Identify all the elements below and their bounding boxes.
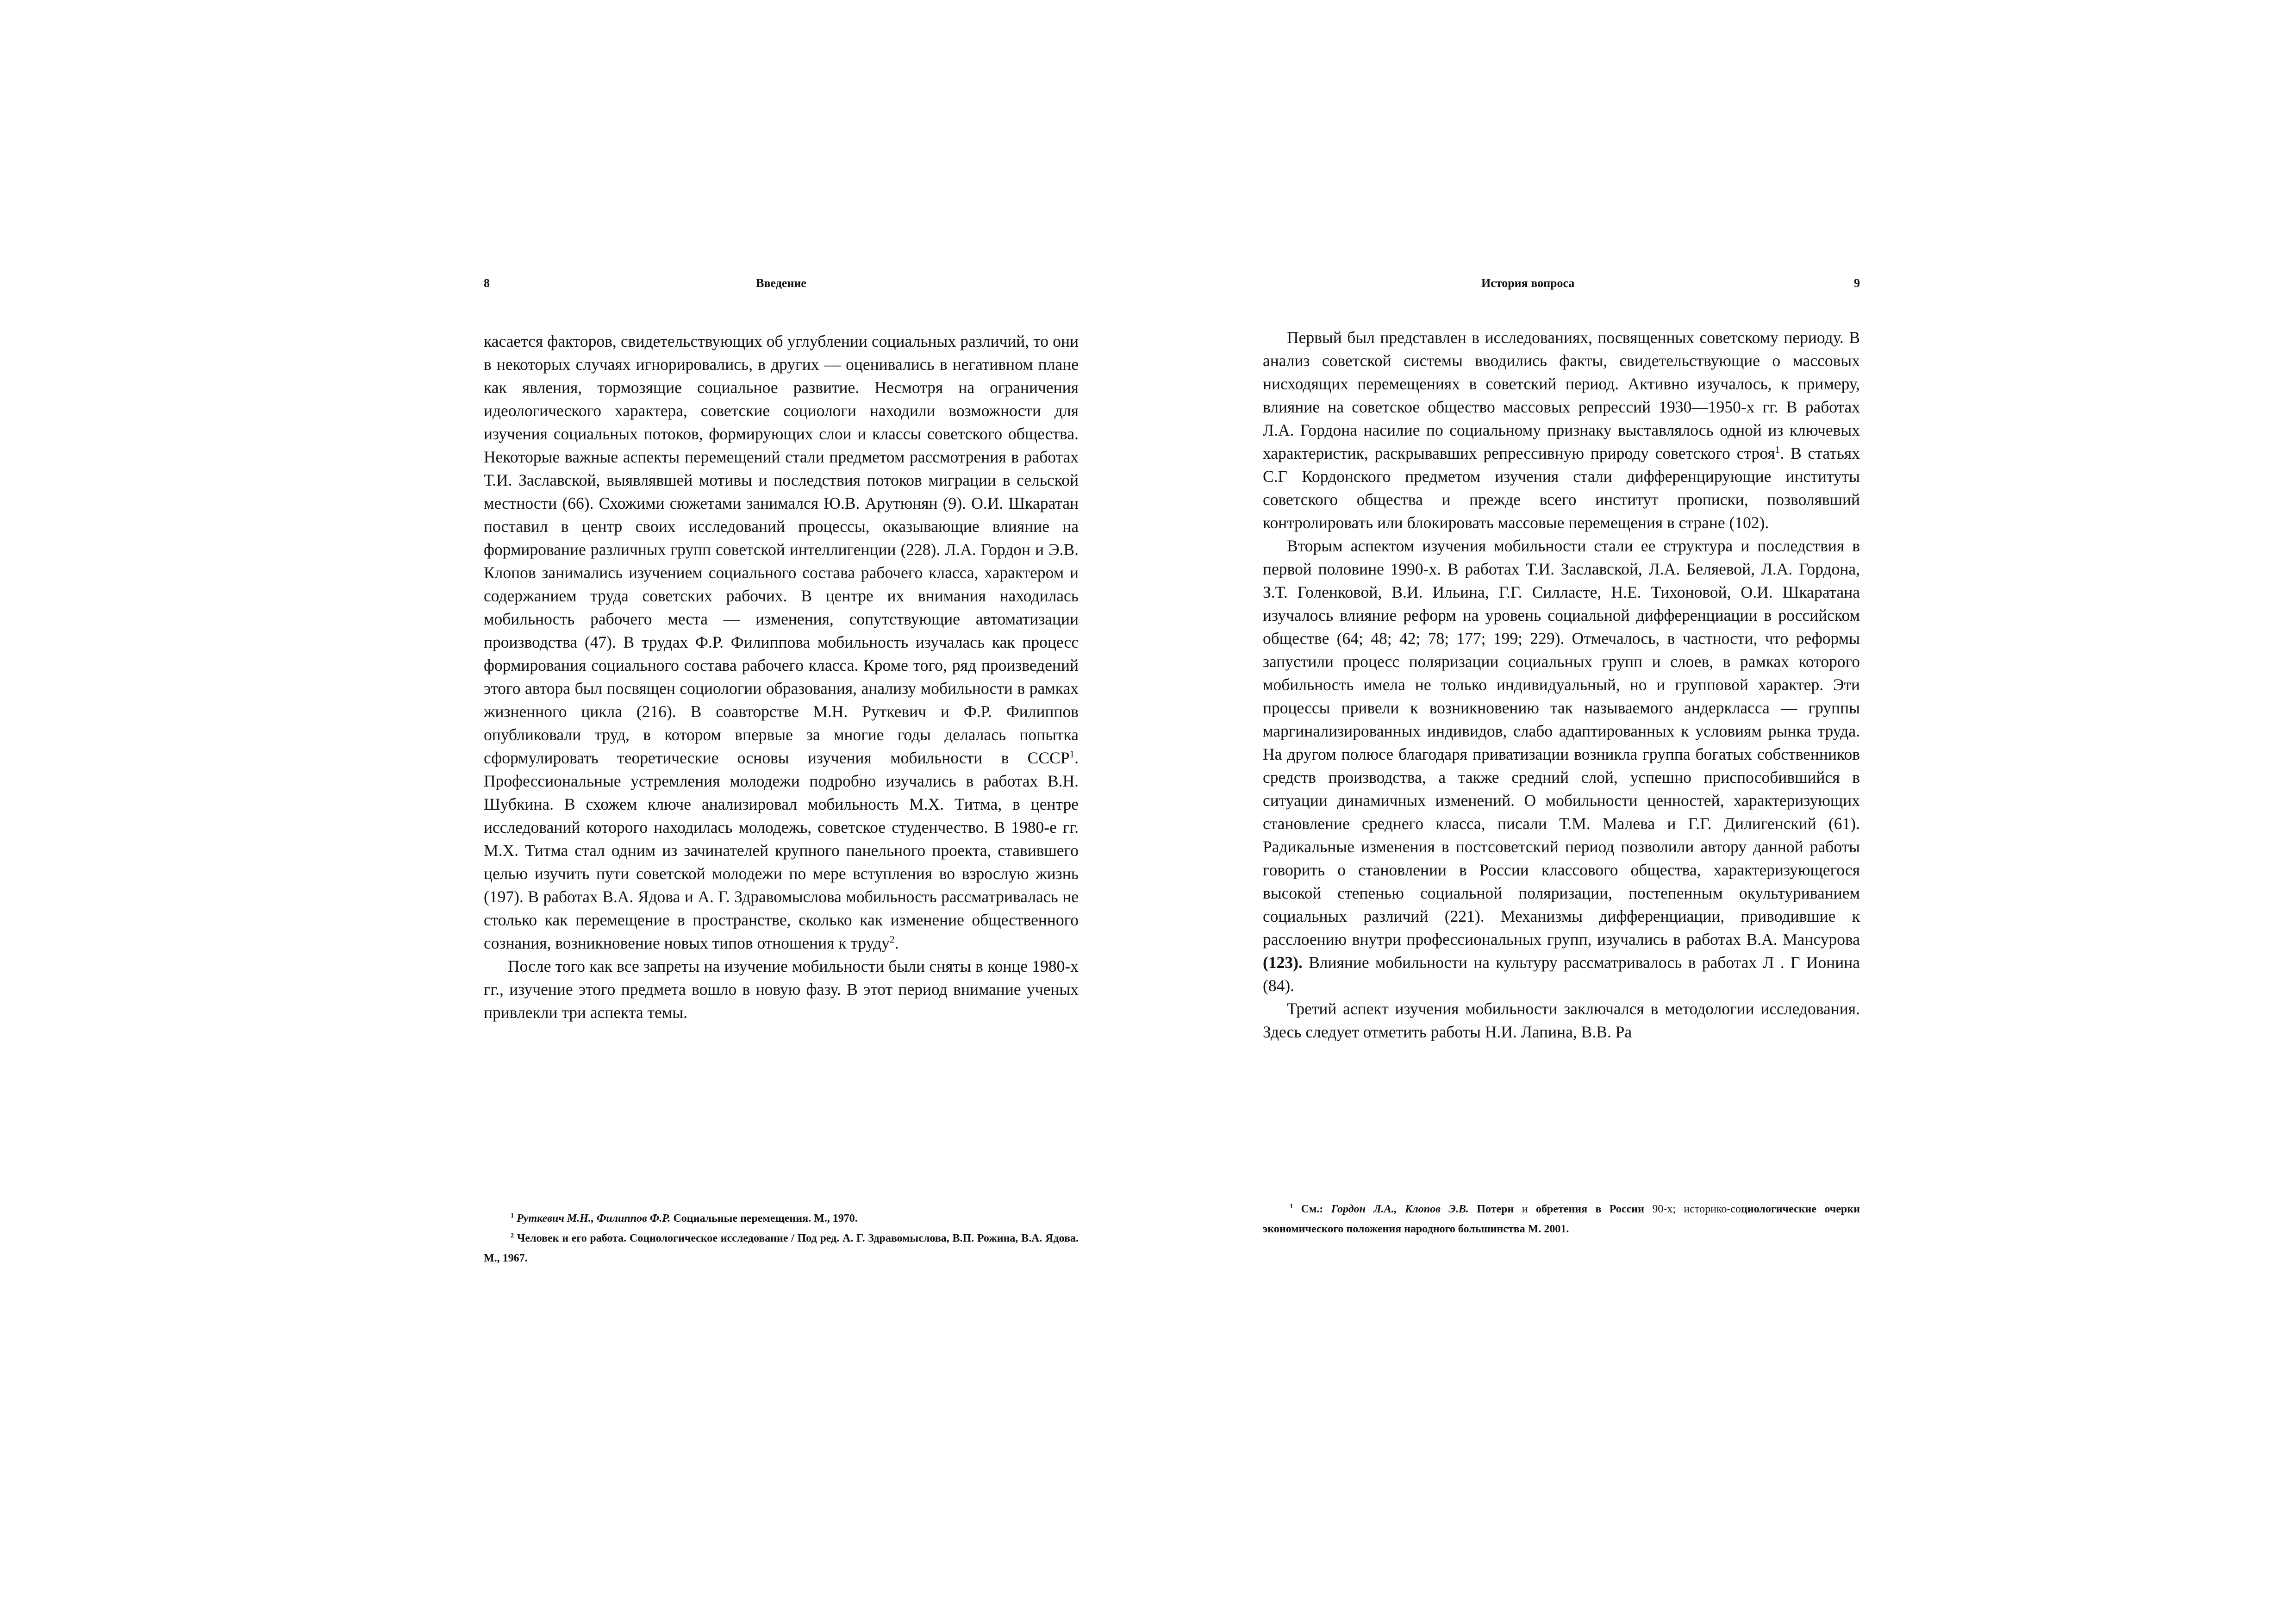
- right-paragraph-3: Третий аспект изучения мобильности заключался в методологии исследования. Здесь следует отметить работы Н.И. Лапина, В.В. Ра: [1263, 999, 1860, 1041]
- left-page-number: 8: [484, 276, 490, 290]
- right-running-head: История вопроса: [1481, 276, 1575, 290]
- right-footnotes: [1263, 1199, 1860, 1239]
- footnote-1: $^1$ Руткевич М.Н., Филиппов Ф.Р. Социальные перемещения. М., 1970.: [511, 1212, 858, 1224]
- left-running-head: Введение: [756, 276, 806, 290]
- footnote-2: $^2$ Человек и его работа. Социологическое исследование / Под ред. А. Г. Здравомыслова, В.П. Рожина, В.А. Ядова. М., 1967.: [484, 1232, 1079, 1264]
- footnote-ref-2: 2: [889, 934, 895, 945]
- footnote-ref-1: 1: [1069, 749, 1075, 760]
- right-page-header: [1263, 276, 1860, 295]
- left-page-body: [484, 330, 1079, 1024]
- right-paragraph-2: Вторым аспектом изучения мобильности стали ее структура и последствия в первой половине 1990-х. В работах Т.И. Заславской, Л.А. Беляевой, Л.А. Гордона, З.Т. Голенковой, В.И. Ильина, Г.Г. Силласте, Н.Е. Тихоновой, О.И. Шкаратана изучалось влияние реформ на уровень социальной дифференциации в российском обществе (64; 48; 42; 78; 177; 199; 229). Отмечалось, в частности, что реформы запустили процесс поляризации социальных групп и слоев, в рамках которого мобильность имела не только индивидуальный, но и групповой характер. Эти процессы привели к возникновению так называемого андеркласса — группы маргинализированных индивидов, слабо адаптированных к условиям рынка труда. На другом полюсе благодаря приватизации возникла группа богатых собственников средств производства, а также средний слой, успешно приспособившийся в ситуации динамичных изменений. О мобильности ценностей, характеризующих становление среднего класса, писали Т.М. Малева и Г.Г. Дилигенский (61). Радикальные изменения в постсоветский период позволили автору данной работы говорить о становлении в России классового общества, характеризующегося высокой степенью социальной поляризации, постепенным окультуриванием социальных различий (221). Механизмы дифференциации, приводившие к расслоению внутри профессиональных групп, изучались в работах В.А. Мансурова (123). Влияние мобильности на культуру рассматривалось в работах Л . Г Ионина (84).: [1263, 537, 1860, 995]
- right-page-number: 9: [1854, 276, 1860, 290]
- left-paragraph-1: касается факторов, свидетельствующих об углублении социальных различий, то они в некоторых случаях игнорировались, в других — оценивались в негативном плане как явления, тормозящие социальное развитие. Несмотря на ограничения идеологического характера, советские социологи находили возможности для изучения социальных потоков, формирующих слои и классы советского общества. Некоторые важные аспекты перемещений стали предметом рассмотрения в работах Т.И. Заславской, выявлявшей мотивы и последствия потоков миграции в сельской местности (66). Схожими сюжетами занимался Ю.В. Арутюнян (9). О.И. Шкаратан поставил в центр своих исследований процессы, оказывающие влияние на формирование различных групп советской интеллигенции (228). Л.А. Гордон и Э.В. Клопов занимались изучением социального состава рабочего класса, характером и содержанием труда советских рабочих. В центре их внимания находилась мобильность рабочего места — изменения, сопутствующие автоматизации производства (47). В трудах Ф.Р. Филиппова мобильность изучалась как процесс формирования социального состава рабочего класса. Кроме того, ряд произведений этого автора был посвящен социологии образования, анализу мобильности в рамках жизненного цикла (216). В соавторстве М.Н. Руткевич и Ф.Р. Филиппов опубликовали труд, в котором впервые за многие годы делалась попытка сформулировать теоретические основы изучения мобильности в СССР$^1$. Профессиональные устремления молодежи подробно изучались в работах В.Н. Шубкина. В схожем ключе анализировал мобильность М.Х. Титма, в центре исследований которого находилась молодежь, советское студенчество. В 1980-е гг. М.Х. Титма стал одним из зачинателей крупного панельного проекта, ставившего целью изучить пути советской молодежи по мере вступления во взрослую жизнь (197). В работах В.А. Ядова и А. Г. Здравомыслова мобильность рассматривалась не столько как перемещение в пространстве, сколько как изменение общественного сознания, возникновение новых типов отношения к труду$^2$.: [484, 332, 1079, 952]
- right-page-body: [1263, 326, 1860, 1043]
- left-page-header: [484, 276, 1079, 295]
- left-footnotes: [484, 1209, 1079, 1268]
- footnote-right-1: $^1$ См.: Гордон Л.А., Клопов Э.В. Потери и обретения в России 90-х; историко-социологические очерки экономического положения народного большинства М. 2001.: [1263, 1203, 1860, 1235]
- right-paragraph-1: Первый был представлен в исследованиях, посвященных советскому периоду. В анализ советской системы вводились факты, свидетельствующие о массовых нисходящих перемещениях в советский период. Активно изучалось, к примеру, влияние на советское общество массовых репрессий 1930—1950-х гг. В работах Л.А. Гордона насилие по социальному признаку выставлялось одной из ключевых характеристик, раскрывавших репрессивную природу советского строя$^1$. В статьях С.Г Кордонского предметом изучения стали дифференцирующие институты советского общества и прежде всего институт прописки, позволявший контролировать или блокировать массовые перемещения в стране (102).: [1263, 328, 1860, 532]
- footnote-ref-right-1: 1: [1775, 444, 1780, 456]
- left-paragraph-2: После того как все запреты на изучение мобильности были сняты в конце 1980-х гг., изучение этого предмета вошло в новую фазу. В этот период внимание ученых привлекли три аспекта темы.: [484, 957, 1079, 1022]
